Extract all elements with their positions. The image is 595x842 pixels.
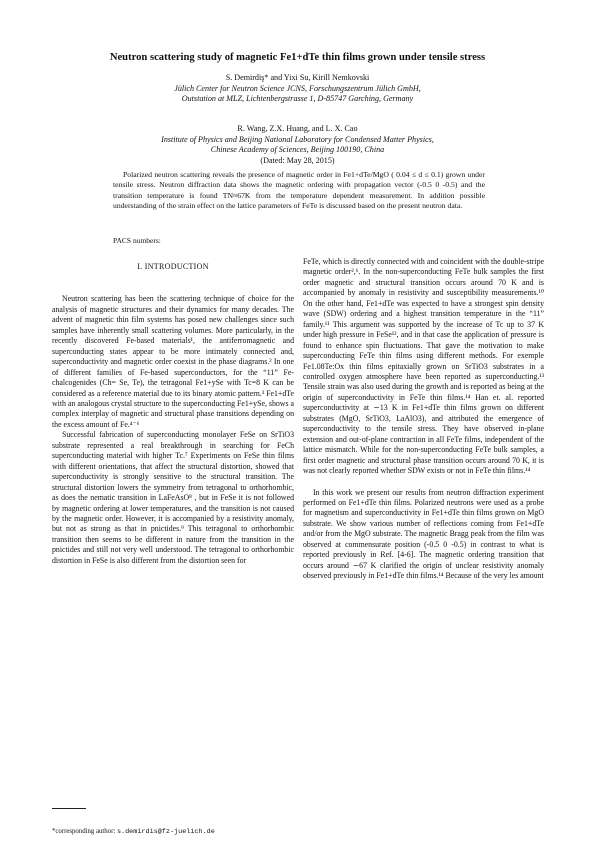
section-heading: I. INTRODUCTION	[137, 262, 209, 271]
footnote-label: *corresponding author:	[52, 828, 117, 835]
author-block-2	[0, 124, 595, 167]
affiliation: Institute of Physics and Beijing National Laboratory for Condensed Matter Physics,	[161, 134, 434, 144]
author-names: R. Wang, Z.X. Huang, and L. X. Cao	[237, 124, 358, 133]
affiliation: Outstation at MLZ, Lichtenbergstrasse 1, D-85747 Garching, Germany	[181, 94, 414, 104]
author-block-1	[0, 73, 595, 105]
date-line: (Dated: May 28, 2015)	[260, 156, 335, 166]
paragraph: FeTe, which is directly connected with and coincident with the double-stripe magnetic order²,⁶. In the non-superconducting FeTe bulk samples the first order magnetic and structural transition occurs around 70 K and is accompanied by anomaly in resistivity and susceptibility measurements.¹⁰ On the other hand, Fe1+dTe was expected to have a strongest spin density wave (SDW) ordering and a highest transition temperature in the “11” family.¹¹ This argument was supported by the increase of Tc up to 37 K under high pressure in FeSe¹², and in that case the application of pressure is found to enhance spin fluctuations. That gave the motivation to make superconducting FeTe thin films using different methods. For exemple Fe1.08Te:Ox thin films epitaxially grown on SrTiO3 substrates in a controlled oxygen atmosphere have been reported as superconducting.¹³ Tensile strain was also used during the growth and is reported as being at the origin of superconductivity in FeTe thin films.¹⁴ Han et. al. reported superconductivity at ∼13 K in Fe1+dTe thin films grown on different substrates (MgO, SrTiO3, LaAlO3), and attributed the emergence of superconductivity to the tensile stress. They have observed in-plane extension and out-of-plane contraction in all FeTe films, independent of the lattice mismatch. While for the non-superconducting FeTe bulk samples, a first order magnetic and structural phase transition occurs around 70 K, it is was not clearly reported whether SDW exists or not in FeTe thin films.¹⁴	[303, 257, 544, 476]
paragraph: Successful fabrication of superconducting monolayer FeSe on SrTiO3 substrate represented a real breakthrough in searching for FeCh superconducting material with higher Tc.⁷ Experiments on FeSe thin films with different orientations, that affect the structural distortion, showed that superconductivity is strongly sensitive to the structural transition. The structural distortion lowers the symmetry from tetragonal to orthorhombic, as does the nematic transition in LaFeAsO⁸ , but in FeSe it is not followed by magnetic ordering at lower temperatures, and the transition is not caused by the magnetic order. However, it is accompanied by a resistivity anomaly, but not as strong as that in pnictides.⁹ This tetragonal to orthorhombic transition then seems to be different in nature from the transition in the pnictides and still not very well understood. The tetragonal to orthorhombic distortion in FeSe is also different from the distortion seen for	[52, 430, 294, 565]
paper-title: Neutron scattering study of magnetic Fe1+dTe thin films grown under tensile stress	[109, 52, 486, 63]
footnote-rule	[52, 808, 86, 809]
footnote	[52, 828, 215, 836]
author-names: S. Demirdiş* and Yixi Su, Kirill Nemkovski	[225, 73, 370, 82]
affiliation: Chinese Academy of Sciences, Beijing 100190, China	[210, 145, 385, 155]
footnote-email[interactable]: s.demirdis@fz-juelich.de	[116, 828, 215, 836]
abstract: Polarized neutron scattering reveals the presence of magnetic order in Fe1+dTe/MgO ( 0.04 ≤ d ≤ 0.1) grown under tensile stress. Neutron diffraction data shows the magnetic ordering with propagation vector (-0.5 0 -0.5) and the transition temperature is found TN≈67K from the temperature dependent measurement. In addition possible understanding of the strain effect on the lattice parameters of FeTe is discussed based on the present neutron data.	[113, 170, 485, 211]
paragraph: In this work we present our results from neutron diffraction experiment performed on Fe1+dTe thin films. Polarized neutrons were used as a probe for magnetism and superconductivity in Fe1+dTe thin films grown on MgO substrate. We show various number of reflections coming from Fe1+dTe and/or from the MgO substrate. The magnetic Bragg peak from the film was observed at commensurate position (-0.5 0 -0.5) in contrast to what is reported previously in Ref. [4-6]. The magnetic ordering transition that occurs around ∼67 K clarified the origin of unclear resistivity anomaly observed previously in Fe1+dTe thin films.¹⁴ Because of the very les amount	[303, 487, 544, 581]
left-column	[52, 258, 294, 566]
affiliation: Jülich Center for Neutron Science JCNS, Forschungszentrum Jülich GmbH,	[174, 83, 421, 93]
right-column	[303, 257, 544, 582]
pacs-line: PACS numbers:	[113, 236, 161, 245]
paragraph: Neutron scattering has been the scattering technique of choice for the analysis of magnetic structures and their dynamics for many decades. The advent of magnetic thin film systems has posed new challenges since such samples have inherently small scattering volumes. More particularly, in the recently discovered Fe-based materials¹, the antiferromagnetic and superconducting states appear to be more intimately connected and, superconductivity and magnetic order coexist in the phase diagrams.² In one of different families of Fe-based superconductors, for the “11” Fe-chalcogenides (Ch= Se, Te), the tetragonal Fe1+ySe with Tc=8 K can be considered as a reference material due to its binary atomic pattern.³ Fe1+dTe with an analogous crystal structure to the superconducting Fe1+ySe, shows a complex interplay of magnetic and structural phase transitions depending on the excess amount of Fe.⁴⁻⁶	[52, 294, 294, 429]
